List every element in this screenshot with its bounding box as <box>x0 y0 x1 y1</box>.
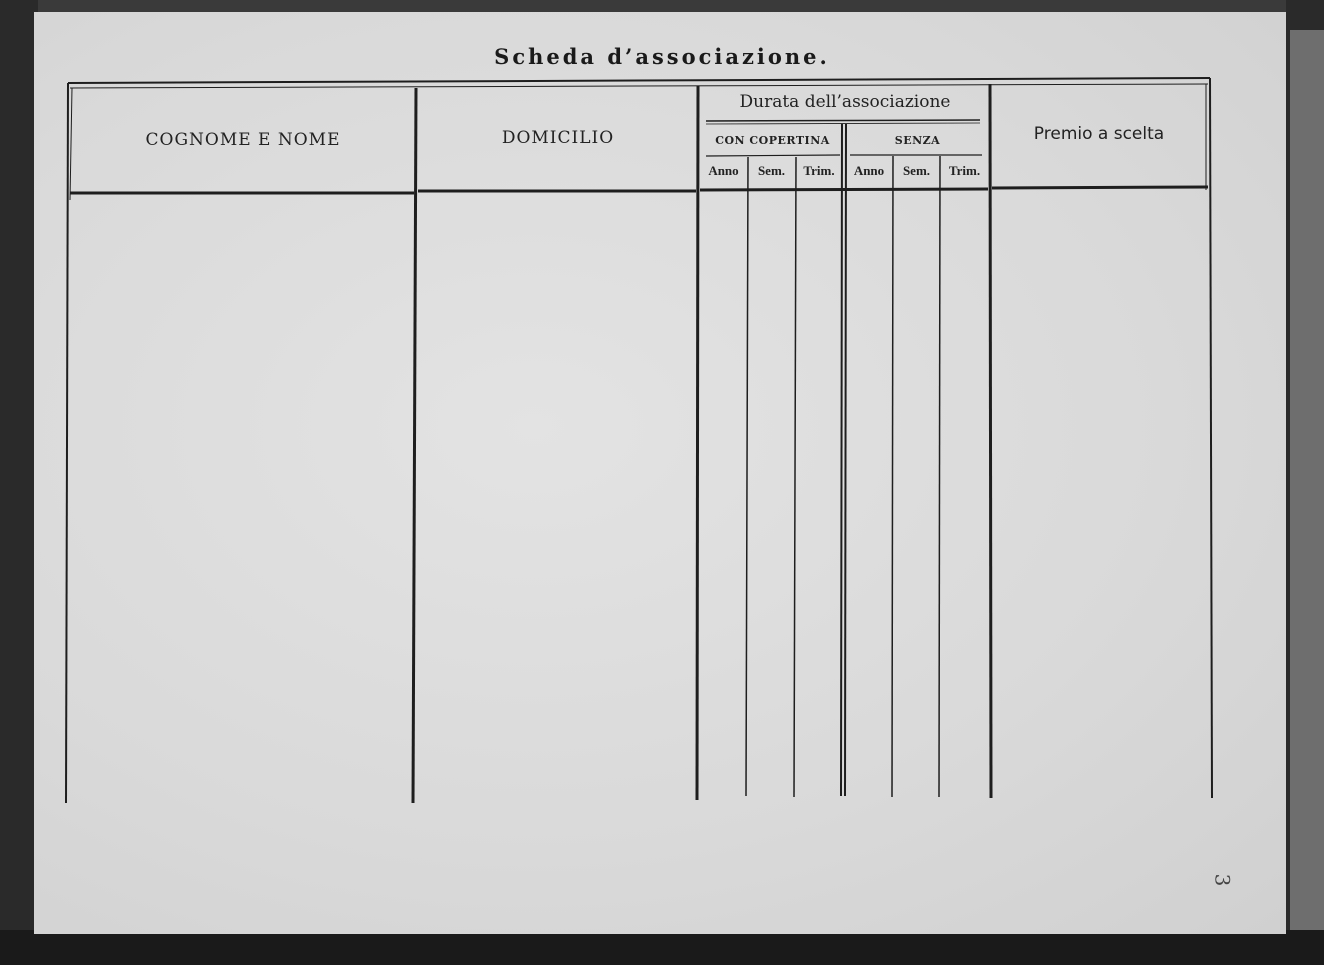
subcolumn-semester-with-cover: Sem. <box>757 163 786 178</box>
column-header-duration: Durata dell’associazione <box>739 92 951 112</box>
subcolumn-year-with-cover: Anno <box>708 163 739 178</box>
subcolumn-semester-without-cover: Sem. <box>902 163 931 178</box>
subcolumn-year-without-cover: Anno <box>853 163 885 178</box>
column-header-name: COGNOME E NOME <box>145 130 341 150</box>
subcolumn-quarter-without-cover: Trim. <box>948 163 981 178</box>
column-header-with-cover: CON COPERTINA <box>715 134 830 147</box>
subcolumn-quarter-with-cover: Trim. <box>803 163 835 178</box>
column-header-without-cover: SENZA <box>894 134 941 147</box>
column-header-premium: Premio a scelta <box>1033 124 1165 144</box>
column-header-address: DOMICILIO <box>501 128 615 148</box>
form-title: Scheda d’associazione. <box>494 44 830 69</box>
page-number: 3 <box>1210 873 1235 887</box>
